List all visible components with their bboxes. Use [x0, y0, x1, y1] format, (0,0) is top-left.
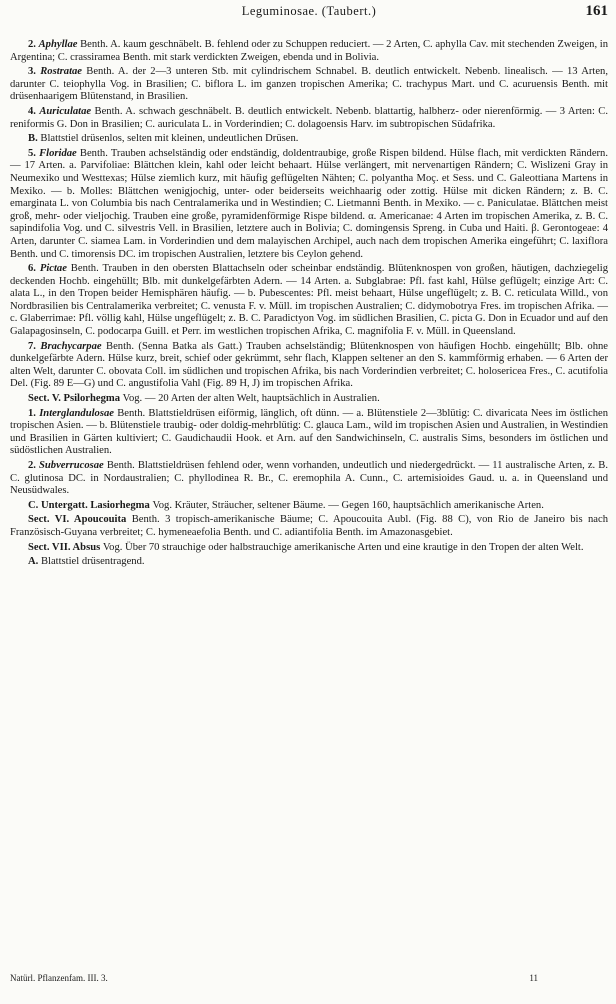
paragraph-text: Benth. A. der 2—3 unteren Stb. mit cylindrischem Schnabel. B. deutlich entwickelt. Nebenb. linealisch. — 13 Arten, darunter C. teiophylla Vog. in Brasilien; C. biflora L. im ganzen tropischen Amerika; C. trachypus Mart. und C. acuruensis Benth. mit drüsenhaarigem Blütenstand, in Brasilien.	[10, 66, 608, 103]
paragraph	[10, 556, 608, 569]
paragraph-text: Benth. A. schwach geschnäbelt. B. deutlich entwickelt. Nebenb. blattartig, halbherz- oder nierenförmig. — 3 Arten: C. reniformis G. Don in Brasilien; C. auriculata L. in Vorderindien; C. dolagoensis Harv. im subtropischen Südafrika.	[10, 105, 608, 130]
paragraph	[10, 408, 608, 458]
paragraph-text: Benth. Trauben in den obersten Blattachseln oder scheinbar endständig. Blütenknospen von großen, häutigen, dachziegelig deckenden Hochb. eingehüllt; Blb. mit dunkelgefärbten Adern. — 14 Arten. a. Subglabrae: Pfl. fast kahl, Hülse geflügelt; einzige Art: C. alata L., in den Tropen beider Hemisphären häufig. — b. Pubescentes: Pfl. meist behaart, Hülse ungeflügelt; z. B. C. reticulata Willd., von Nordbrasilien bis Centralamerika verbreitet; C. venusta F. v. Müll. im tropischen Australien; C. didymobotrya Fres. im tropischen Afrika. — c. Glaberrimae: Pfl. völlig kahl, Hülse ungeflügelt; z. B. C. Paradictyon Vog. im südlichen Brasilien, C. picta G. Don in Ecuador und auf den Galapagosinseln, C. podocarpa Guill. et Perr. im westlichen tropischen Afrika, C. magnifolia F. v. Müll. in Queensland.	[10, 263, 608, 338]
paragraph-number: 3.	[28, 66, 41, 78]
section-heading: Sect. VII. Absus	[28, 541, 103, 553]
paragraph-text: Vog. — 20 Arten der alten Welt, hauptsächlich in Australien.	[122, 393, 380, 405]
paragraph-number: 2.	[28, 460, 40, 471]
paragraph-text: Benth. Trauben achselständig oder endständig, doldentraubige, große Rispen bildend. Hülse flach, mit verdickten Rändern. — 17 Arten. a. Parvifoliae: Blättchen klein, kahl oder leicht behaart. Hülse verlängert, mit nervenartigen Rändern; C. Wislizeni Gray in Neumexiko und Westtexas; Hülse ziemlich kurz, mit häufig geflügelten Nähten; C. polyantha Moç. et Sess. und C. Galeottiana Martens in Mexiko. — b. Molles: Blättchen wenigjochig, unter- oder beiderseits weichhaarig oder zottig. Hülse mit dicken Rändern; z. B. C. emarginata L. von Columbia bis nach Centralamerika und in Westindien; C. Lietmanni Benth. in Mexiko. — c. Paniculatae. Blättchen meist groß, mehr- oder vieljochig. Trauben eine große, pyramidenförmige Rispe bildend. α. Americanae: 4 Arten im tropischen Amerika, z. B. C. sapindifolia Vog. und C. silvestris Vell. in Brasilien, letztere auch in Bolivia; C. domingensis Spreng. in Cuba und Haiti. β. Gerontogeae: 4 Arten, darunter C. siamea Lam. in Vorderindien und dem malayischen Archipel, auch nach dem tropischen Amerika eingeführt; C. laxiflora Benth. und C. timorensis DC. im tropischen Australien, letztere bis Ceylon gehend.	[10, 147, 608, 260]
paragraph-text: Benth. A. kaum geschnäbelt. B. fehlend oder zu Schuppen reduciert. — 2 Arten, C. aphylla Cav. mit stechenden Zweigen, in Argentina; C. crassiramea Benth. mit stark verdickten Zweigen, ebenda und in Bolivia.	[10, 39, 608, 63]
page-number: 161	[585, 3, 608, 19]
group-name: Aphyllae	[38, 39, 78, 50]
page-footer	[10, 973, 608, 987]
paragraph	[10, 341, 608, 391]
group-name: Interglandulosae	[39, 407, 114, 419]
section-heading: A.	[28, 556, 41, 568]
group-name: Rostratae	[40, 66, 83, 78]
paragraph	[10, 66, 608, 104]
paragraph-number: 6.	[28, 263, 40, 275]
footer-source: Natürl. Pflanzenfam. III. 3.	[10, 973, 108, 983]
paragraph-text: Benth. 3 tropisch-amerikanische Bäume; C. Apoucouita Aubl. (Fig. 88 C), von Rio de Janeiro bis nach Französisch-Guyana verbreitet; C. hymeneaefolia Benth. und C. adiantifolia Benth. im Amazonasgebiet.	[10, 514, 608, 538]
paragraph-number: 7.	[28, 340, 41, 352]
group-name: Brachycarpae	[40, 340, 102, 352]
paragraph	[10, 148, 608, 261]
group-name: Auriculatae	[39, 105, 92, 117]
body-text	[10, 39, 608, 571]
section-heading: B.	[28, 133, 41, 145]
paragraph	[10, 460, 608, 498]
paragraph-text: Blattstiel drüsentragend.	[40, 556, 145, 568]
paragraph-number: 5.	[28, 147, 40, 159]
group-name: Floridae	[39, 147, 77, 159]
group-name: Subverrucosae	[39, 460, 104, 471]
running-title: Leguminosae. (Taubert.)	[241, 4, 377, 18]
section-heading: Sect. V. Psilorhegma	[28, 393, 123, 405]
paragraph-number: 2.	[28, 39, 39, 50]
section-heading: C. Untergatt. Lasiorhegma	[28, 499, 153, 511]
paragraph	[10, 393, 608, 406]
section-heading: Sect. VI. Apoucouita	[28, 514, 132, 526]
paragraph-text: Benth. Blattstieldrüsen eiförmig, länglich, oft dünn. — a. Blütenstiele 2—3blütig: C. divaricata Nees im östlichen tropischen Asien. — b. Blütenstiele traubig- oder doldig-mehrblütig: C. glauca Lam., wild im tropischen Asien und Australien, in Westindien und Brasilien in Gärten kultiviert; C. Gaudichaudii Hook. et Arn. auf den Sandwichinseln, C. australis Sims, besonders im östlichen und südöstlichen Australien.	[10, 407, 608, 457]
paragraph-text: Blattstiel drüsenlos, selten mit kleinen, undeutlichen Drüsen.	[40, 133, 299, 145]
paragraph	[10, 500, 608, 513]
group-name: Pictae	[39, 263, 67, 275]
paragraph-text: Vog. Kräuter, Sträucher, seltener Bäume. — Gegen 160, hauptsächlich amerikanische Arten.	[152, 499, 544, 511]
paragraph-number: 4.	[28, 105, 40, 117]
paragraph-number: 1.	[28, 407, 40, 419]
signature-mark: 11	[529, 973, 538, 983]
paragraph-text: Benth. Blattstieldrüsen fehlend oder, wenn vorhanden, undeutlich und niedergedrückt. — 11 australische Arten, z. B. C. glutinosa DC. in Nordaustralien; C. phyllodinea R. Br., C. eremophila A. Cunn., C. artemisioides Gaud. u. a. in Queensland und Neusüdwales.	[10, 460, 608, 497]
paragraph-text: Benth. (Senna Batka als Gatt.) Trauben achselständig; Blütenknospen von häufigen Hochb. eingehüllt; Blb. ohne dunkelgefärbte Adern. Hülse kurz, breit, schief oder gekrümmt, sehr flach, Klappen seltener an den S. kammförmig erhaben. — 6 Arten der alten Welt, darunter C. obovata Coll. im südlichen und tropischen Afrika, bis nach Vorderindien verbreitet; C. holosericea Fres., C. acutifolia Del. (Fig. 89 E—G) und C. angustifolia Vahl (Fig. 89 H, J) im tropischen Afrika.	[10, 340, 609, 390]
page-header	[10, 4, 608, 24]
paragraph	[10, 514, 608, 539]
paragraph	[10, 106, 608, 131]
paragraph	[10, 263, 608, 339]
paragraph	[10, 39, 608, 64]
paragraph-text: Vog. Über 70 strauchige oder halbstrauchige amerikanische Arten und eine krautige in den Tropen der alten Welt.	[102, 541, 584, 553]
paragraph	[10, 542, 608, 555]
paragraph	[10, 133, 608, 146]
